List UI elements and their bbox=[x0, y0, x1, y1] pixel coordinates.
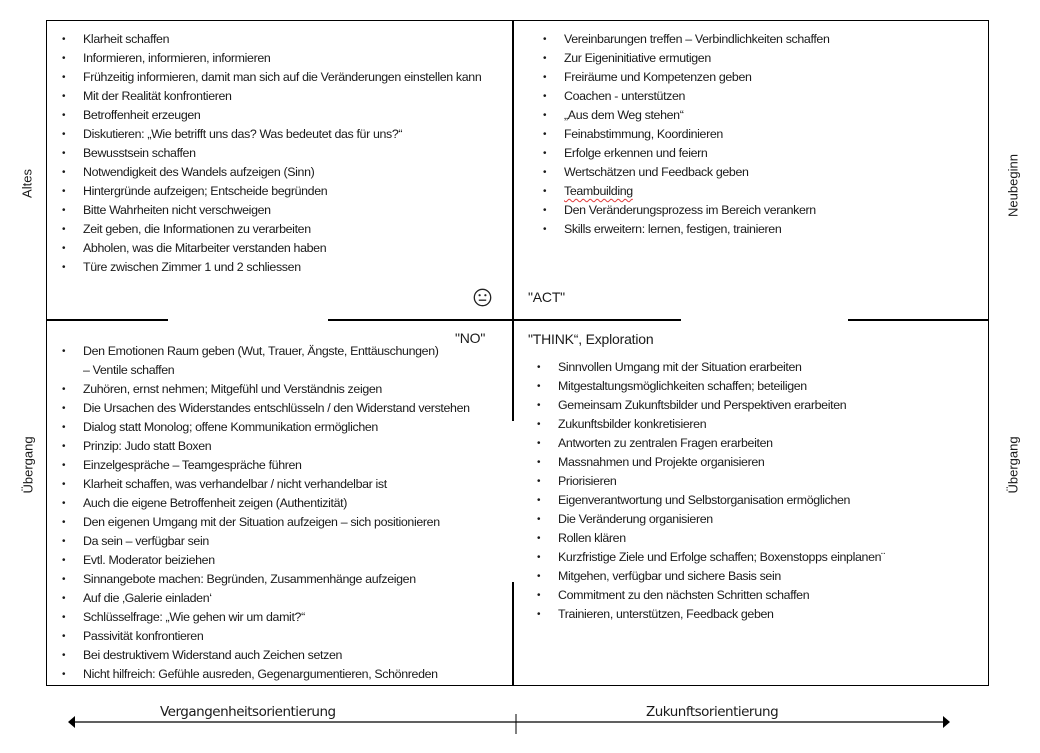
bullet-icon: • bbox=[62, 669, 66, 680]
list-item-text: Rollen klären bbox=[558, 531, 626, 545]
list-item bbox=[47, 144, 481, 163]
list-item-text: Dialog statt Monolog; offene Kommunikation ermöglichen bbox=[83, 420, 378, 434]
bullet-icon: • bbox=[537, 571, 541, 582]
list-item bbox=[522, 567, 885, 586]
list-item bbox=[47, 182, 481, 201]
bullet-icon: • bbox=[537, 533, 541, 544]
axis-label-future: Zukunftsorientierung bbox=[646, 704, 779, 720]
side-label-neubeginn: Neubeginn bbox=[1005, 154, 1021, 217]
bullet-icon: • bbox=[543, 186, 547, 197]
list-item-text: Gemeinsam Zukunftsbilder und Perspektiven erarbeiten bbox=[558, 398, 847, 412]
list-item-text: Eigenverantwortung und Selbstorganisation ermöglichen bbox=[558, 493, 851, 507]
bullet-icon: • bbox=[537, 400, 541, 411]
bullet-icon: • bbox=[62, 148, 66, 159]
list-item bbox=[522, 87, 830, 106]
list-item bbox=[47, 589, 470, 608]
list-item-text: Bewusstsein schaffen bbox=[83, 146, 196, 160]
bullet-icon: • bbox=[62, 517, 66, 528]
bullet-icon: • bbox=[62, 403, 66, 414]
list-item bbox=[47, 201, 481, 220]
bullet-icon: • bbox=[62, 91, 66, 102]
bullet-icon: • bbox=[62, 650, 66, 661]
list-item-text: Klarheit schaffen, was verhandelbar / nicht verhandelbar ist bbox=[83, 477, 387, 491]
list-item-text: Den eigenen Umgang mit der Situation aufzeigen – sich positionieren bbox=[83, 515, 440, 529]
bullet-icon: • bbox=[543, 205, 547, 216]
list-item bbox=[522, 491, 885, 510]
list-item-text: Massnahmen und Projekte organisieren bbox=[558, 455, 765, 469]
bullet-icon: • bbox=[62, 72, 66, 83]
list-item bbox=[47, 608, 470, 627]
list-item-text: Diskutieren: „Wie betrifft uns das? Was bedeutet das für uns?“ bbox=[83, 127, 403, 141]
axis-label-past: Vergangenheitsorientierung bbox=[160, 704, 336, 720]
bullet-icon: • bbox=[537, 438, 541, 449]
list-item bbox=[522, 605, 885, 624]
list-item bbox=[522, 163, 830, 182]
side-label-altes: Altes bbox=[19, 169, 35, 198]
bullet-icon: • bbox=[62, 110, 66, 121]
list-item bbox=[522, 49, 830, 68]
vertical-divider-top bbox=[512, 20, 514, 421]
bullet-icon: • bbox=[62, 498, 66, 509]
list-item-text: Mitgestaltungsmöglichkeiten schaffen; beteiligen bbox=[558, 379, 807, 393]
bullet-icon: • bbox=[62, 34, 66, 45]
list-item bbox=[522, 453, 885, 472]
no-tag: "NO" bbox=[455, 330, 486, 346]
list-item-text: Die Veränderung organisieren bbox=[558, 512, 713, 526]
list-item-text: Teambuilding bbox=[564, 184, 633, 198]
bullet-icon: • bbox=[62, 479, 66, 490]
bullet-icon: • bbox=[62, 422, 66, 433]
list-item-text: Abholen, was die Mitarbeiter verstanden haben bbox=[83, 241, 327, 255]
bullet-icon: • bbox=[62, 129, 66, 140]
list-item-text: Feinabstimmung, Koordinieren bbox=[564, 127, 723, 141]
list-item-text: Auch die eigene Betroffenheit zeigen (Authentizität) bbox=[83, 496, 347, 510]
list-item-text: Notwendigkeit des Wandels aufzeigen (Sinn) bbox=[83, 165, 315, 179]
list-item bbox=[47, 665, 470, 684]
bullet-icon: • bbox=[543, 34, 547, 45]
bullet-icon: • bbox=[62, 441, 66, 452]
list-item-continuation: – Ventile schaffen bbox=[83, 363, 175, 377]
list-item-text: Trainieren, unterstützen, Feedback geben bbox=[558, 607, 774, 621]
list-item bbox=[47, 163, 481, 182]
list-item-text: Vereinbarungen treffen – Verbindlichkeiten schaffen bbox=[564, 32, 830, 46]
list-item bbox=[522, 415, 885, 434]
bullet-icon: • bbox=[62, 460, 66, 471]
list-item bbox=[522, 106, 830, 125]
bottom-right-list bbox=[522, 358, 885, 624]
list-item-text: Erfolge erkennen und feiern bbox=[564, 146, 708, 160]
bullet-icon: • bbox=[62, 224, 66, 235]
list-item-text: Kurzfristige Ziele und Erfolge schaffen; Boxenstopps einplanen¨ bbox=[558, 550, 885, 564]
bullet-icon: • bbox=[537, 609, 541, 620]
bullet-icon: • bbox=[543, 53, 547, 64]
list-item-text: Betroffenheit erzeugen bbox=[83, 108, 201, 122]
bullet-icon: • bbox=[537, 495, 541, 506]
list-item bbox=[522, 201, 830, 220]
list-item-text: Den Emotionen Raum geben (Wut, Trauer, Ängste, Enttäuschungen) bbox=[83, 344, 439, 358]
list-item bbox=[47, 456, 470, 475]
quadrant-top-right bbox=[522, 30, 830, 239]
list-item-text: Priorisieren bbox=[558, 474, 617, 488]
list-item-text: Schlüsselfrage: „Wie gehen wir um damit?“ bbox=[83, 610, 305, 624]
list-item-text: Türe zwischen Zimmer 1 und 2 schliessen bbox=[83, 260, 301, 274]
bullet-icon: • bbox=[537, 514, 541, 525]
list-item bbox=[522, 144, 830, 163]
list-item bbox=[47, 532, 470, 551]
bullet-icon: • bbox=[62, 53, 66, 64]
list-item-text: Zeit geben, die Informationen zu verarbeiten bbox=[83, 222, 311, 236]
list-item-text: Informieren, informieren, informieren bbox=[83, 51, 271, 65]
list-item bbox=[47, 551, 470, 570]
list-item-text: Mit der Realität konfrontieren bbox=[83, 89, 232, 103]
list-item-text: Wertschätzen und Feedback geben bbox=[564, 165, 749, 179]
list-item bbox=[47, 87, 481, 106]
arrow-right-icon bbox=[943, 716, 950, 728]
bullet-icon: • bbox=[62, 243, 66, 254]
bullet-icon: • bbox=[62, 612, 66, 623]
list-item-text: Sinnvollen Umgang mit der Situation erarbeiten bbox=[558, 360, 802, 374]
list-item-text: Auf die ‚Galerie einladen‘ bbox=[83, 591, 212, 605]
list-item-text: Bei destruktivem Widerstand auch Zeichen setzen bbox=[83, 648, 343, 662]
bullet-icon: • bbox=[62, 384, 66, 395]
list-item-text: Mitgehen, verfügbar und sichere Basis sein bbox=[558, 569, 781, 583]
list-item-text: Nicht hilfreich: Gefühle ausreden, Gegenargumentieren, Schönreden bbox=[83, 667, 438, 681]
list-item-text: Zuhören, ernst nehmen; Mitgefühl und Verständnis zeigen bbox=[83, 382, 382, 396]
list-item bbox=[47, 106, 481, 125]
quadrant-bottom-right bbox=[522, 358, 885, 624]
list-item bbox=[522, 510, 885, 529]
bullet-icon: • bbox=[62, 631, 66, 642]
list-item bbox=[522, 182, 830, 201]
list-item-text: Coachen - unterstützen bbox=[564, 89, 686, 103]
top-left-list bbox=[47, 30, 481, 277]
list-item-text: Die Ursachen des Widerstandes entschlüsseln / den Widerstand verstehen bbox=[83, 401, 470, 415]
list-item bbox=[47, 399, 470, 418]
list-item bbox=[47, 513, 470, 532]
list-item bbox=[47, 418, 470, 437]
list-item-text: Prinzip: Judo statt Boxen bbox=[83, 439, 212, 453]
list-item bbox=[47, 494, 470, 513]
list-item-text: Passivität konfrontieren bbox=[83, 629, 204, 643]
horizontal-divider-left-b bbox=[328, 319, 514, 321]
list-item bbox=[47, 627, 470, 646]
list-item bbox=[47, 570, 470, 589]
list-item bbox=[47, 49, 481, 68]
list-item bbox=[522, 396, 885, 415]
bullet-icon: • bbox=[543, 129, 547, 140]
list-item-text: Commitment zu den nächsten Schritten schaffen bbox=[558, 588, 810, 602]
list-item-text: Hintergründe aufzeigen; Entscheide begründen bbox=[83, 184, 328, 198]
bullet-icon: • bbox=[537, 552, 541, 563]
bullet-icon: • bbox=[543, 224, 547, 235]
bullet-icon: • bbox=[62, 555, 66, 566]
list-item bbox=[522, 472, 885, 491]
list-item bbox=[47, 125, 481, 144]
list-item bbox=[522, 220, 830, 239]
list-item bbox=[522, 529, 885, 548]
bullet-icon: • bbox=[537, 457, 541, 468]
side-label-uebergang-left: Übergang bbox=[20, 436, 36, 494]
list-item bbox=[522, 358, 885, 377]
bullet-icon: • bbox=[543, 72, 547, 83]
vertical-divider-bottom bbox=[512, 582, 514, 686]
list-item bbox=[47, 380, 470, 399]
list-item-text: Klarheit schaffen bbox=[83, 32, 170, 46]
bullet-icon: • bbox=[543, 110, 547, 121]
bullet-icon: • bbox=[537, 381, 541, 392]
list-item bbox=[47, 342, 470, 380]
bullet-icon: • bbox=[62, 346, 66, 357]
list-item-text: Antworten zu zentralen Fragen erarbeiten bbox=[558, 436, 773, 450]
bullet-icon: • bbox=[62, 186, 66, 197]
bullet-icon: • bbox=[543, 167, 547, 178]
bullet-icon: • bbox=[62, 262, 66, 273]
list-item bbox=[522, 30, 830, 49]
list-item bbox=[47, 220, 481, 239]
bottom-left-list bbox=[47, 342, 470, 380]
list-item bbox=[47, 258, 481, 277]
list-item bbox=[522, 377, 885, 396]
bottom-left-list-rest bbox=[47, 380, 470, 684]
bullet-icon: • bbox=[537, 590, 541, 601]
bullet-icon: • bbox=[537, 419, 541, 430]
bullet-icon: • bbox=[537, 476, 541, 487]
list-item bbox=[47, 437, 470, 456]
quadrant-bottom-left bbox=[47, 342, 470, 684]
list-item-text: Freiräume und Kompetenzen geben bbox=[564, 70, 752, 84]
list-item-text: Zur Eigeninitiative ermutigen bbox=[564, 51, 711, 65]
list-item-text: Skills erweitern: lernen, festigen, trainieren bbox=[564, 222, 782, 236]
list-item-text: Sinnangebote machen: Begründen, Zusammenhänge aufzeigen bbox=[83, 572, 416, 586]
list-item-text: Frühzeitig informieren, damit man sich auf die Veränderungen einstellen kann bbox=[83, 70, 482, 84]
list-item bbox=[522, 68, 830, 87]
bullet-icon: • bbox=[62, 167, 66, 178]
top-right-list bbox=[522, 30, 830, 239]
bullet-icon: • bbox=[62, 205, 66, 216]
list-item-text: Den Veränderungsprozess im Bereich verankern bbox=[564, 203, 816, 217]
horizontal-divider-right-b bbox=[848, 319, 989, 321]
list-item-text: Da sein – verfügbar sein bbox=[83, 534, 209, 548]
quadrant-top-left bbox=[47, 30, 481, 277]
horizontal-divider-right-a bbox=[513, 319, 681, 321]
list-item bbox=[522, 586, 885, 605]
act-tag: "ACT" bbox=[528, 289, 565, 305]
bullet-icon: • bbox=[62, 593, 66, 604]
orientation-axis bbox=[60, 710, 960, 734]
think-tag: "THINK“, Exploration bbox=[528, 331, 654, 347]
list-item bbox=[47, 239, 481, 258]
neutral-face-icon bbox=[473, 288, 492, 307]
bullet-icon: • bbox=[543, 91, 547, 102]
list-item-text: Evtl. Moderator beiziehen bbox=[83, 553, 215, 567]
list-item-text: Bitte Wahrheiten nicht verschweigen bbox=[83, 203, 271, 217]
list-item bbox=[522, 434, 885, 453]
list-item bbox=[47, 68, 481, 87]
list-item-text: Zukunftsbilder konkretisieren bbox=[558, 417, 707, 431]
list-item bbox=[47, 475, 470, 494]
bullet-icon: • bbox=[537, 362, 541, 373]
list-item bbox=[522, 125, 830, 144]
list-item-text: Einzelgespräche – Teamgespräche führen bbox=[83, 458, 302, 472]
list-item bbox=[47, 646, 470, 665]
bullet-icon: • bbox=[543, 148, 547, 159]
arrow-left-icon bbox=[68, 716, 75, 728]
list-item bbox=[47, 30, 481, 49]
bullet-icon: • bbox=[62, 536, 66, 547]
horizontal-divider-left-a bbox=[46, 319, 168, 321]
bullet-icon: • bbox=[62, 574, 66, 585]
side-label-uebergang-right: Übergang bbox=[1005, 436, 1021, 494]
list-item-text: „Aus dem Weg stehen“ bbox=[564, 108, 684, 122]
list-item bbox=[522, 548, 885, 567]
